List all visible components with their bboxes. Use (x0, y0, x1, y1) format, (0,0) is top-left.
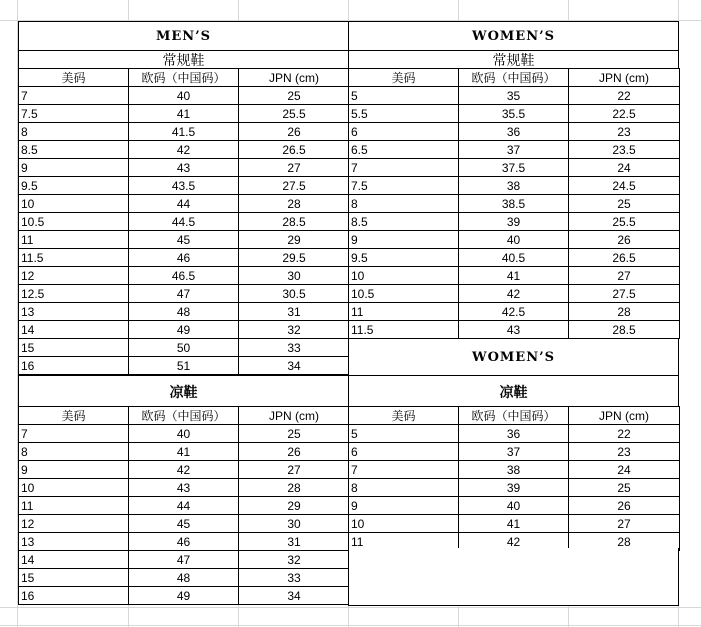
women-title-top (348, 21, 679, 51)
col-eu-header: 欧码（中国码） (129, 407, 239, 425)
eu-size-cell: 46 (129, 533, 239, 551)
eu-size-cell: 49 (129, 321, 239, 339)
eu-size-cell: 42 (129, 141, 239, 159)
jpn-size-cell: 25 (569, 479, 680, 497)
us-size-cell: 10 (349, 515, 459, 533)
us-size-cell: 8 (19, 123, 129, 141)
table-row (349, 177, 680, 195)
eu-size-cell: 35 (459, 87, 569, 105)
us-size-cell: 14 (19, 551, 129, 569)
us-size-cell: 9 (19, 461, 129, 479)
eu-size-cell: 43 (129, 479, 239, 497)
us-size-cell: 15 (19, 339, 129, 357)
eu-size-cell: 41 (459, 515, 569, 533)
table-row (349, 303, 680, 321)
us-size-cell: 8.5 (19, 141, 129, 159)
eu-size-cell: 42 (459, 285, 569, 303)
eu-size-cell: 51 (129, 357, 239, 375)
us-size-cell: 9 (349, 497, 459, 515)
jpn-size-cell: 26 (569, 497, 680, 515)
jpn-size-cell: 23.5 (569, 141, 680, 159)
col-jpn-header: JPN (cm) (239, 407, 350, 425)
table-row (19, 551, 350, 569)
eu-size-cell: 40 (129, 87, 239, 105)
eu-size-cell: 47 (129, 285, 239, 303)
us-size-cell: 12 (19, 267, 129, 285)
table-row (349, 285, 680, 303)
col-jpn-header: JPN (cm) (569, 407, 680, 425)
us-size-cell: 10 (19, 479, 129, 497)
us-size-cell: 16 (19, 587, 129, 605)
table-row (19, 105, 350, 123)
us-size-cell: 9 (19, 159, 129, 177)
us-size-cell: 16 (19, 357, 129, 375)
table-row (19, 425, 350, 443)
eu-size-cell: 47 (129, 551, 239, 569)
jpn-size-cell: 28 (239, 479, 350, 497)
table-row (19, 321, 350, 339)
jpn-size-cell: 26 (569, 231, 680, 249)
eu-size-cell: 38.5 (459, 195, 569, 213)
eu-size-cell: 48 (129, 569, 239, 587)
table-row (19, 515, 350, 533)
table-row (19, 479, 350, 497)
eu-size-cell: 45 (129, 515, 239, 533)
table-row (19, 159, 350, 177)
men-sandal-label-text: 凉鞋 (169, 384, 198, 401)
us-size-cell: 7.5 (19, 105, 129, 123)
men-title (18, 21, 349, 51)
table-row (349, 87, 680, 105)
eu-size-cell: 41 (459, 267, 569, 285)
table-row (19, 587, 350, 605)
women-regular-label-text: 常规鞋 (492, 52, 535, 69)
eu-size-cell: 40 (129, 425, 239, 443)
eu-size-cell: 48 (129, 303, 239, 321)
table-row (349, 159, 680, 177)
eu-size-cell: 38 (459, 177, 569, 195)
jpn-size-cell: 30 (239, 515, 350, 533)
jpn-size-cell: 26.5 (239, 141, 350, 159)
eu-size-cell: 36 (459, 425, 569, 443)
jpn-size-cell: 27 (569, 515, 680, 533)
jpn-size-cell: 29 (239, 497, 350, 515)
jpn-size-cell: 27 (569, 267, 680, 285)
jpn-size-cell: 28.5 (569, 321, 680, 339)
us-size-cell: 8.5 (349, 213, 459, 231)
women-sandal-label-text: 凉鞋 (499, 384, 528, 401)
us-size-cell: 7 (349, 159, 459, 177)
table-row (19, 195, 350, 213)
us-size-cell: 11 (19, 497, 129, 515)
jpn-size-cell: 24 (569, 461, 680, 479)
table-row (19, 87, 350, 105)
women-sandal-table (348, 406, 680, 551)
jpn-size-cell: 26 (239, 123, 350, 141)
table-row (19, 249, 350, 267)
men-sandal-label (18, 375, 349, 408)
table-row (19, 303, 350, 321)
women-title-top-text: WOMEN’S (471, 28, 556, 44)
eu-size-cell: 42 (129, 461, 239, 479)
us-size-cell: 11.5 (19, 249, 129, 267)
empty-block (348, 548, 679, 606)
us-size-cell: 7 (19, 425, 129, 443)
us-size-cell: 11 (19, 231, 129, 249)
us-size-cell: 6.5 (349, 141, 459, 159)
eu-size-cell: 44.5 (129, 213, 239, 231)
eu-size-cell: 40.5 (459, 249, 569, 267)
us-size-cell: 9.5 (349, 249, 459, 267)
table-header-row (349, 407, 680, 425)
us-size-cell: 7 (19, 87, 129, 105)
eu-size-cell: 37.5 (459, 159, 569, 177)
us-size-cell: 8 (349, 195, 459, 213)
table-row (349, 461, 680, 479)
col-us-header: 美码 (19, 407, 129, 425)
table-row (19, 443, 350, 461)
jpn-size-cell: 23 (569, 443, 680, 461)
table-header-row (19, 407, 350, 425)
eu-size-cell: 44 (129, 195, 239, 213)
us-size-cell: 11 (349, 533, 459, 551)
table-row (19, 285, 350, 303)
eu-size-cell: 49 (129, 587, 239, 605)
us-size-cell: 5.5 (349, 105, 459, 123)
table-row (349, 213, 680, 231)
us-size-cell: 10 (19, 195, 129, 213)
eu-size-cell: 40 (459, 497, 569, 515)
men-regular-table (18, 68, 350, 375)
us-size-cell: 11.5 (349, 321, 459, 339)
eu-size-cell: 42 (459, 533, 569, 551)
jpn-size-cell: 23 (569, 123, 680, 141)
us-size-cell: 14 (19, 321, 129, 339)
jpn-size-cell: 22.5 (569, 105, 680, 123)
us-size-cell: 5 (349, 87, 459, 105)
eu-size-cell: 36 (459, 123, 569, 141)
eu-size-cell: 37 (459, 141, 569, 159)
us-size-cell: 5 (349, 425, 459, 443)
us-size-cell: 8 (349, 479, 459, 497)
table-row (19, 339, 350, 357)
eu-size-cell: 46 (129, 249, 239, 267)
table-header-row (19, 69, 350, 87)
us-size-cell: 6 (349, 123, 459, 141)
us-size-cell: 10.5 (19, 213, 129, 231)
table-header-row (349, 69, 680, 87)
eu-size-cell: 43 (459, 321, 569, 339)
table-row (19, 357, 350, 375)
jpn-size-cell: 28 (239, 195, 350, 213)
col-us-header: 美码 (19, 69, 129, 87)
eu-size-cell: 39 (459, 213, 569, 231)
us-size-cell: 15 (19, 569, 129, 587)
table-row (19, 461, 350, 479)
col-eu-header: 欧码（中国码） (459, 69, 569, 87)
table-row (349, 249, 680, 267)
eu-size-cell: 44 (129, 497, 239, 515)
jpn-size-cell: 27.5 (569, 285, 680, 303)
table-row (19, 569, 350, 587)
table-row (349, 231, 680, 249)
col-jpn-header: JPN (cm) (569, 69, 680, 87)
jpn-size-cell: 29.5 (239, 249, 350, 267)
col-eu-header: 欧码（中国码） (459, 407, 569, 425)
jpn-size-cell: 28 (569, 533, 680, 551)
table-row (349, 321, 680, 339)
jpn-size-cell: 34 (239, 587, 350, 605)
jpn-size-cell: 25 (239, 87, 350, 105)
table-row (349, 479, 680, 497)
us-size-cell: 11 (349, 303, 459, 321)
jpn-size-cell: 31 (239, 533, 350, 551)
table-row (349, 195, 680, 213)
jpn-size-cell: 34 (239, 357, 350, 375)
table-row (19, 141, 350, 159)
jpn-size-cell: 30.5 (239, 285, 350, 303)
jpn-size-cell: 25 (239, 425, 350, 443)
table-row (349, 515, 680, 533)
us-size-cell: 12 (19, 515, 129, 533)
jpn-size-cell: 33 (239, 569, 350, 587)
col-eu-header: 欧码（中国码） (129, 69, 239, 87)
us-size-cell: 10 (349, 267, 459, 285)
eu-size-cell: 41 (129, 105, 239, 123)
jpn-size-cell: 26.5 (569, 249, 680, 267)
table-row (349, 425, 680, 443)
eu-size-cell: 43.5 (129, 177, 239, 195)
eu-size-cell: 42.5 (459, 303, 569, 321)
women-title-bottom-text: WOMEN’S (471, 349, 556, 365)
jpn-size-cell: 22 (569, 425, 680, 443)
table-row (19, 231, 350, 249)
table-row (19, 267, 350, 285)
jpn-size-cell: 25.5 (239, 105, 350, 123)
table-row (349, 141, 680, 159)
us-size-cell: 8 (19, 443, 129, 461)
men-title-text: MEN’S (155, 28, 212, 44)
jpn-size-cell: 26 (239, 443, 350, 461)
us-size-cell: 9.5 (19, 177, 129, 195)
col-us-header: 美码 (349, 407, 459, 425)
men-regular-label-text: 常规鞋 (162, 52, 205, 69)
jpn-size-cell: 30 (239, 267, 350, 285)
eu-size-cell: 41 (129, 443, 239, 461)
jpn-size-cell: 32 (239, 551, 350, 569)
jpn-size-cell: 28.5 (239, 213, 350, 231)
table-row (19, 123, 350, 141)
eu-size-cell: 35.5 (459, 105, 569, 123)
table-row (349, 105, 680, 123)
table-row (349, 443, 680, 461)
jpn-size-cell: 25.5 (569, 213, 680, 231)
us-size-cell: 7.5 (349, 177, 459, 195)
table-row (19, 497, 350, 515)
us-size-cell: 7 (349, 461, 459, 479)
table-row (19, 177, 350, 195)
jpn-size-cell: 28 (569, 303, 680, 321)
us-size-cell: 10.5 (349, 285, 459, 303)
eu-size-cell: 40 (459, 231, 569, 249)
table-row (349, 497, 680, 515)
table-row (349, 123, 680, 141)
women-title-bottom (348, 338, 679, 376)
us-size-cell: 13 (19, 303, 129, 321)
us-size-cell: 12.5 (19, 285, 129, 303)
jpn-size-cell: 29 (239, 231, 350, 249)
jpn-size-cell: 32 (239, 321, 350, 339)
table-row (349, 267, 680, 285)
jpn-size-cell: 22 (569, 87, 680, 105)
men-regular-label (18, 50, 349, 69)
jpn-size-cell: 33 (239, 339, 350, 357)
jpn-size-cell: 24 (569, 159, 680, 177)
us-size-cell: 6 (349, 443, 459, 461)
men-sandal-table (18, 406, 350, 605)
eu-size-cell: 41.5 (129, 123, 239, 141)
jpn-size-cell: 25 (569, 195, 680, 213)
us-size-cell: 13 (19, 533, 129, 551)
us-size-cell: 9 (349, 231, 459, 249)
women-sandal-label (348, 375, 679, 408)
eu-size-cell: 38 (459, 461, 569, 479)
table-row (19, 213, 350, 231)
eu-size-cell: 39 (459, 479, 569, 497)
jpn-size-cell: 31 (239, 303, 350, 321)
eu-size-cell: 46.5 (129, 267, 239, 285)
table-row (19, 533, 350, 551)
jpn-size-cell: 27.5 (239, 177, 350, 195)
col-us-header: 美码 (349, 69, 459, 87)
women-regular-label (348, 50, 679, 69)
jpn-size-cell: 27 (239, 461, 350, 479)
eu-size-cell: 45 (129, 231, 239, 249)
eu-size-cell: 43 (129, 159, 239, 177)
women-regular-table (348, 68, 680, 339)
eu-size-cell: 50 (129, 339, 239, 357)
jpn-size-cell: 24.5 (569, 177, 680, 195)
eu-size-cell: 37 (459, 443, 569, 461)
col-jpn-header: JPN (cm) (239, 69, 350, 87)
jpn-size-cell: 27 (239, 159, 350, 177)
